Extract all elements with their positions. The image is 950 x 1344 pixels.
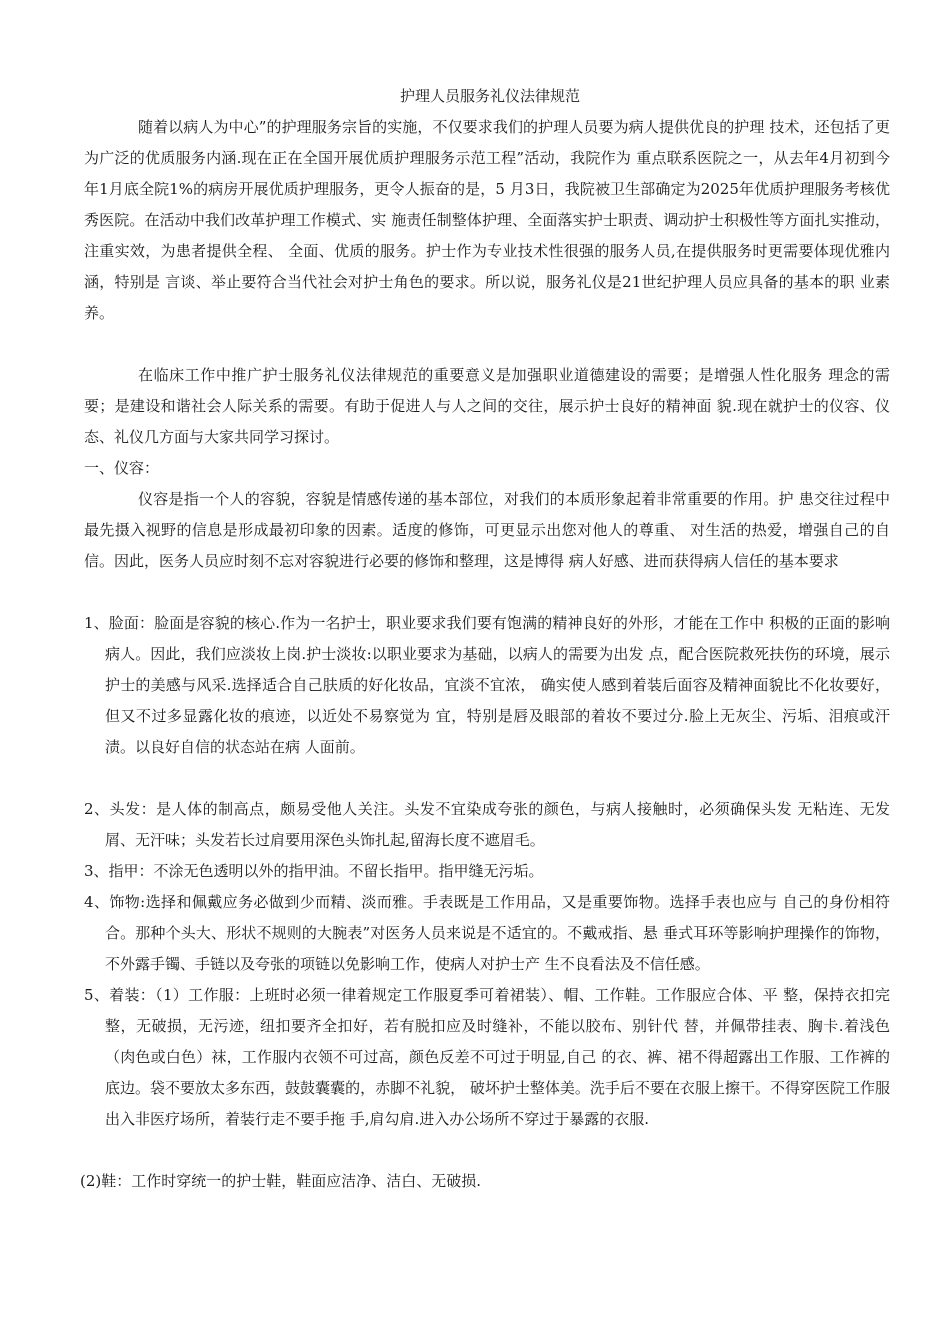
intro-paragraph-1: 随着以病人为中心”的护理服务宗旨的实施，不仅要求我们的护理人员要为病人提供优良的护理 技术，还包括了更为广泛的优质服务内涵.现在正在全国开展优质护理服务示范工程”活动，我院作为 重点联系医院之一，从去年4月初到今年1月底全院1%的病房开展优质护理服务，更令人振奋的是，5 月3日，我院被卫生部确定为2025年优质护理服务考核优秀医院。在活动中我们改革护理工作模式、实 施责任制整体护理、全面落实护士职责、调动护士积极性等方面扎实推动，注重实效，为患者提供全程、 全面、优质的服务。护士作为专业技术性很强的服务人员,在提供服务时更需要体现优雅内涵，特别是 言谈、举止要符合当代社会对护士角色的要求。所以说，服务礼仪是21世纪护理人员应具备的基本的职 业素养。 <box>84 118 890 322</box>
section-1-intro: 仪容是指一个人的容貌，容貌是情感传递的基本部位，对我们的本质形象起着非常重要的作用。护 患交往过程中最先摄入视野的信息是形成最初印象的因素。适度的修饰，可更显示出您对他人的尊重、 对生活的热爱，增强自己的自信。因此，医务人员应时刻不忘对容貌进行必要的修饰和整理，这是博得 病人好感、进而获得病人信任的基本要求 <box>84 490 890 570</box>
list-item-face: 1、脸面：脸面是容貌的核心.作为一名护士，职业要求我们要有饱满的精神良好的外形，才能在工作中 积极的正面的影响病人。因此，我们应淡妆上岗.护士淡妆:以职业要求为基础，以病人的需要为出发 点，配合医院救死扶伤的环境，展示护士的美感与风采.选择适合自己肤质的好化妆品，宜淡不宜浓， 确实使人感到着装后面容及精神面貌比不化妆要好，但又不过多显露化妆的痕迹，以近处不易察觉为 宜，特别是唇及眼部的着妆不要过分.脸上无灰尘、污垢、泪痕或汗渍。以良好自信的状态站在病 人面前。 <box>84 614 890 756</box>
list-item-hair: 2、头发：是人体的制高点，颇易受他人关注。头发不宜染成夸张的颜色，与病人接触时，必须确保头发 无粘连、无发屑、无汗味；头发若长过肩要用深色头饰扎起,留海长度不遮眉毛。 <box>84 800 890 849</box>
list-item-attire-shoes: (2)鞋：工作时穿统一的护士鞋，鞋面应洁净、洁白、无破损. <box>80 1172 482 1190</box>
list-item-accessories: 4、饰物:选择和佩戴应务必做到少而精、淡而雅。手表既是工作用品，又是重要饰物。选择手表也应与 自己的身份相符合。那种个头大、形状不规则的大腕表”对医务人员来说是不适宜的。不戴戒指、悬 垂式耳环等影响护理操作的饰物，不外露手镯、手链以及夸张的项链以免影响工作，使病人对护士产 生不良看法及不信任感。 <box>84 893 890 973</box>
list-item-nails: 3、指甲：不涂无色透明以外的指甲油。不留长指甲。指甲缝无污垢。 <box>84 862 544 880</box>
list-item-attire: 5、着装：（1）工作服：上班时必须一律着规定工作服夏季可着裙装）、帽、工作鞋。工作服应合体、平 整，保持衣扣完整，无破损，无污迹，纽扣要齐全扣好，若有脱扣应及时缝补，不能以胶布、别针代 替，并佩带挂表、胸卡.着浅色（肉色或白色）袜，工作服内衣领不可过高，颜色反差不可过于明显,自己 的衣、裤、裙不得超露出工作服、工作裤的底边。袋不要放太多东西，鼓鼓囊囊的，赤脚不礼貌， 破坏护士整体美。洗手后不要在衣服上擦干。不得穿医院工作服出入非医疗场所，着装行走不要手拖 手,肩勾肩.进入办公场所不穿过于暴露的衣服. <box>84 986 890 1128</box>
document-title: 护理人员服务礼仪法律规范 <box>399 87 580 105</box>
section-heading-appearance: 一、仪容： <box>84 459 160 477</box>
intro-paragraph-2: 在临床工作中推广护士服务礼仪法律规范的重要意义是加强职业道德建设的需要；是增强人性化服务 理念的需要；是建设和谐社会人际关系的需要。有助于促进人与人之间的交往，展示护士良好的精神面 貌.现在就护士的仪容、仪态、礼仪几方面与大家共同学习探讨。 <box>84 366 890 446</box>
